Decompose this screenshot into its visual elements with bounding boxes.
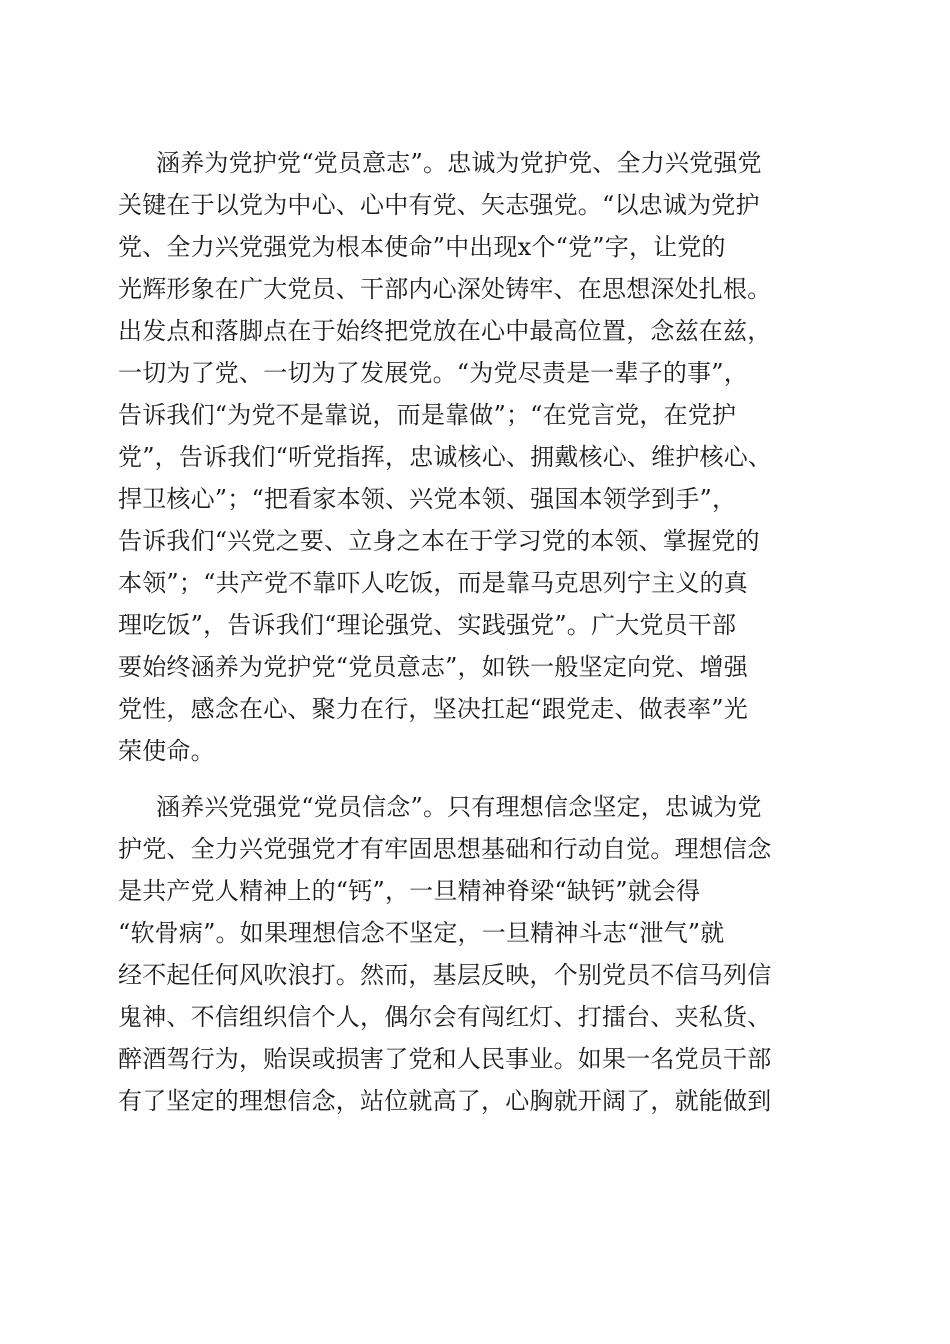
text-line: 本领”；“共产党不靠吓人吃饭，而是靠马克思列宁主义的真 <box>118 569 748 597</box>
paragraph-party-belief <box>118 786 838 1122</box>
text-line: 告诉我们“兴党之要、立身之本在于学习党的本领、掌握党的 <box>118 527 760 555</box>
text-line: 捍卫核心”；“把看家本领、兴党本领、强国本领学到手”， <box>118 485 737 513</box>
text-line: 鬼神、不信组织信个人，偶尔会有闯红灯、打擂台、夹私货、 <box>118 1003 772 1031</box>
text-line: “软骨病”。如果理想信念不坚定，一旦精神斗志“泄气”就 <box>118 919 725 947</box>
text-line: 光辉形象在广大党员、干部内心深处铸牢、在思想深处扎根。 <box>118 275 772 303</box>
text-line: 是共产党人精神上的“钙”，一旦精神脊梁“缺钙”就会得 <box>118 877 701 905</box>
text-line: 经不起任何风吹浪打。然而，基层反映，个别党员不信马列信 <box>118 961 772 989</box>
text-line: 荣使命。 <box>118 737 215 765</box>
text-line: 出发点和落脚点在于始终把党放在心中最高位置，念兹在兹， <box>118 317 772 345</box>
text-line: 党性，感念在心、聚力在行，坚决扛起“跟党走、做表率”光 <box>118 695 748 723</box>
text-line: 醉酒驾行为，贻误或损害了党和人民事业。如果一名党员干部 <box>118 1045 772 1073</box>
text-line: 要始终涵养为党护党“党员意志”，如铁一般坚定向党、增强 <box>118 653 748 681</box>
text-line: 涵养为党护党“党员意志”。忠诚为党护党、全力兴党强党 <box>156 149 762 177</box>
text-line: 关键在于以党为中心、心中有党、矢志强党。“以忠诚为党护 <box>118 191 760 219</box>
paragraph-party-will <box>118 142 838 772</box>
text-line: 告诉我们“为党不是靠说，而是靠做”；“在党言党，在党护 <box>118 401 737 429</box>
text-line: 涵养兴党强党“党员信念”。只有理想信念坚定，忠诚为党 <box>156 793 762 821</box>
text-line: 护党、全力兴党强党才有牢固思想基础和行动自觉。理想信念 <box>118 835 772 863</box>
text-line: 党”，告诉我们“听党指挥，忠诚核心、拥戴核心、维护核心、 <box>118 443 773 471</box>
text-line: 有了坚定的理想信念，站位就高了，心胸就开阔了，就能做到 <box>118 1087 772 1115</box>
text-line: 党、全力兴党强党为根本使命”中出现x个“党”字，让党的 <box>118 233 726 261</box>
text-line: 理吃饭”，告诉我们“理论强党、实践强党”。广大党员干部 <box>118 611 737 639</box>
text-line: 一切为了党、一切为了发展党。“为党尽责是一辈子的事”， <box>118 359 748 387</box>
